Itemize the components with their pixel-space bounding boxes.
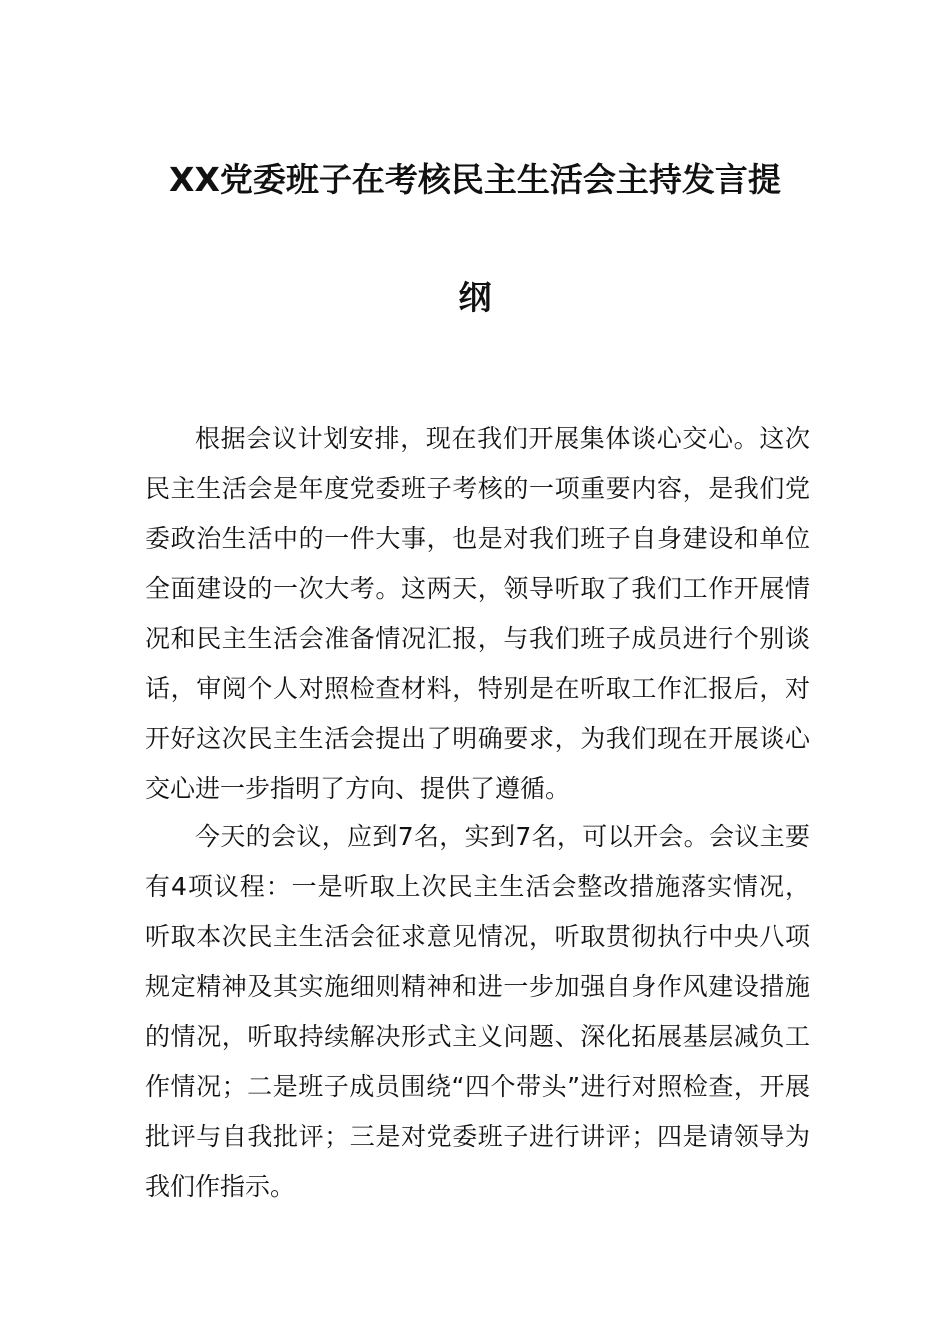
body-paragraph-2: 今天的会议，应到7名，实到7名，可以开会。会议主要有4项议程：一是听取上次民主生活会整改措施落实情况，听取本次民主生活会征求意见情况，听取贯彻执行中央八项规定精神及其实施细则精神和进一步加强自身作风建设措施的情况，听取持续解决形式主义问题、深化拓展基层减负工作情况；二是班子成员围绕“四个带头”进行对照检查，开展批评与自我批评；三是对党委班子进行讲评；四是请领导为我们作指示。	[145, 822, 810, 1201]
body-paragraph-1: 根据会议计划安排，现在我们开展集体谈心交心。这次民主生活会是年度党委班子考核的一项重要内容，是我们党委政治生活中的一件大事，也是对我们班子自身建设和单位全面建设的一次大考。这两天，领导听取了我们工作开展情况和民主生活会准备情况汇报，与我们班子成员进行个别谈话，审阅个人对照检查材料，特别是在听取工作汇报后，对开好这次民主生活会提出了明确要求，为我们现在开展谈心交心进一步指明了方向、提供了遵循。	[145, 424, 810, 803]
document-title-line-2: 纲	[458, 278, 492, 317]
document-title-line-1: XX党委班子在考核民主生活会主持发言提	[169, 160, 781, 199]
